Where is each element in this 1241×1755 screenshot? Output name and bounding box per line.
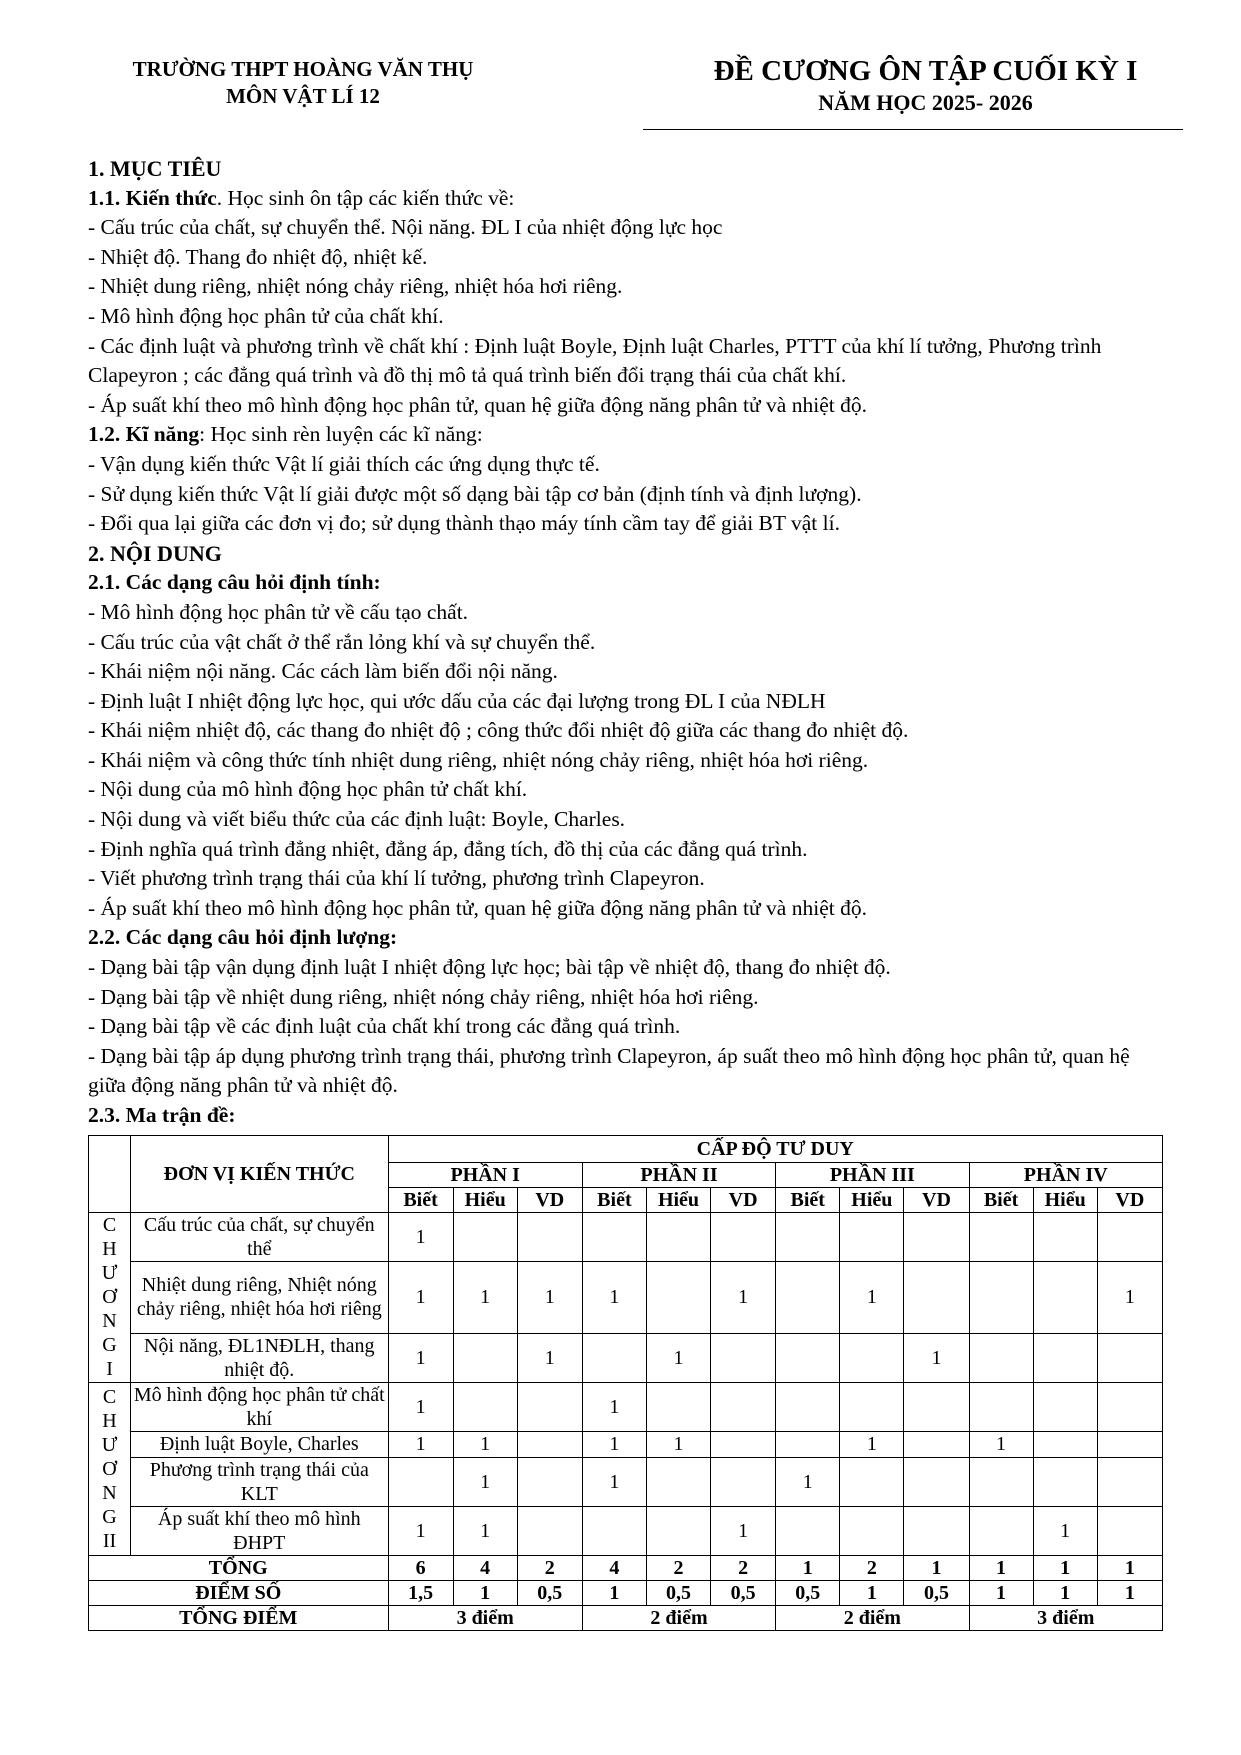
qualitative-item: - Nội dung và viết biểu thức của các định luật: Boyle, Charles. [88,807,626,832]
part-header: PHẦN II [582,1162,775,1187]
grand-total-label: TỔNG ĐIỂM [89,1605,389,1630]
matrix-cell [517,1457,582,1506]
chapter-letter: G [102,1505,117,1528]
matrix-cell [582,1333,646,1382]
qualitative-item: - Khái niệm nhiệt độ, các thang đo nhiệt độ ; công thức đổi nhiệt độ giữa các thang đo nhiệt độ. [88,718,909,743]
matrix-cell [1033,1212,1097,1261]
matrix-cell: 1 [582,1457,646,1506]
matrix-cell [517,1431,582,1457]
score-label: ĐIỂM SỐ [89,1580,389,1605]
score-cell: 1,5 [388,1580,453,1605]
quantitative-item: - Dạng bài tập về các định luật của chất khí trong các đẳng quá trình. [88,1014,681,1039]
chapter-letter: N [102,1481,117,1504]
matrix-cell [1033,1431,1097,1457]
matrix-cell [711,1333,776,1382]
part-header: PHẦN III [776,1162,969,1187]
matrix-cell [969,1457,1033,1506]
knowledge-unit: Mô hình động học phân tử chất khí [131,1382,388,1431]
section-1-heading: 1. MỤC TIÊU [88,156,222,181]
score-cell: 0,5 [776,1580,840,1605]
knowledge-unit: Áp suất khí theo mô hình ĐHPT [131,1506,388,1555]
chapter-letter: G [102,1334,117,1357]
total-cell: 2 [646,1555,710,1580]
total-row [89,1555,1163,1580]
matrix-cell [711,1212,776,1261]
grand-total-cell: 3 điểm [969,1605,1163,1630]
school-block [88,56,518,110]
score-cell: 1 [453,1580,517,1605]
level-subheader: Biết [582,1187,646,1212]
document-header [88,52,1168,132]
level-subheader: Hiểu [1033,1187,1097,1212]
qualitative-item: - Khái niệm nội năng. Các cách làm biến đổi nội năng. [88,659,558,684]
matrix-cell [1033,1261,1097,1333]
matrix-cell [1097,1431,1162,1457]
matrix-cell: 1 [453,1506,517,1555]
matrix-row [89,1431,1163,1457]
total-cell: 1 [904,1555,969,1580]
score-cell: 1 [969,1580,1033,1605]
qualitative-item: - Định nghĩa quá trình đẳng nhiệt, đẳng áp, đẳng tích, đồ thị của các đẳng quá trình. [88,836,808,861]
matrix-cell [517,1382,582,1431]
qualitative-item: - Khái niệm và công thức tính nhiệt dung riêng, nhiệt nóng chảy riêng, nhiệt hóa hơi riêng. [88,747,869,772]
matrix-cell: 1 [453,1261,517,1333]
score-row [89,1580,1163,1605]
knowledge-item: - Áp suất khí theo mô hình động học phân tử, quan hệ giữa động năng phân tử và nhiệt độ. [88,392,867,417]
skill-item: - Đổi qua lại giữa các đơn vị đo; sử dụng thành thạo máy tính cầm tay để giải BT vật lí. [88,511,840,536]
knowledge-intro-text: . Học sinh ôn tập các kiến thức về: [216,185,515,210]
knowledge-item: - Các định luật và phương trình về chất khí : Định luật Boyle, Định luật Charles, PTTT của khí lí tưởng, Phương trình Clapeyron ; các đẳng quá trình và đồ thị mô tả quá trình biến đổi trạng thái của chất khí. [88,333,1102,388]
matrix-cell [646,1382,710,1431]
knowledge-unit: Nội năng, ĐL1NĐLH, thang nhiệt độ. [131,1333,388,1382]
matrix-cell [1097,1457,1162,1506]
score-cell: 0,5 [646,1580,710,1605]
chapter-letter: H [102,1409,117,1432]
matrix-cell: 1 [453,1457,517,1506]
matrix-cell: 1 [388,1382,453,1431]
knowledge-item: - Cấu trúc của chất, sự chuyển thể. Nội năng. ĐL I của nhiệt động lực học [88,215,723,240]
chapter-letter: Ơ [102,1286,117,1309]
section-2-heading: 2. NỘI DUNG [88,540,222,566]
matrix-cell [840,1333,904,1382]
matrix-cell [840,1457,904,1506]
matrix-cell [840,1506,904,1555]
knowledge-unit: Phương trình trạng thái của KLT [131,1457,388,1506]
score-cell: 1 [1097,1580,1162,1605]
skills-intro-text: : Học sinh rèn luyện các kĩ năng: [199,422,483,447]
level-subheader: Hiểu [646,1187,710,1212]
level-subheader: Hiểu [453,1187,517,1212]
matrix-cell [711,1457,776,1506]
matrix-cell: 1 [388,1431,453,1457]
score-cell: 0,5 [904,1580,969,1605]
grand-total-cell: 2 điểm [776,1605,969,1630]
knowledge-item: - Nhiệt dung riêng, nhiệt nóng chảy riêng, nhiệt hóa hơi riêng. [88,274,623,299]
matrix-cell [517,1212,582,1261]
chapter-letter: II [102,1529,117,1552]
matrix-cell [840,1212,904,1261]
chapter-letter: Ơ [102,1457,117,1480]
matrix-cell: 1 [646,1431,710,1457]
matrix-cell: 1 [840,1261,904,1333]
subject-name: MÔN VẬT LÍ 12 [226,84,380,108]
chapter-letter: I [106,1358,113,1381]
qualitative-item: - Mô hình động học phân tử về cấu tạo chất. [88,599,469,624]
matrix-cell [1097,1333,1162,1382]
qualitative-heading: 2.1. Các dạng câu hỏi định tính: [88,570,381,595]
grand-total-cell: 2 điểm [582,1605,775,1630]
matrix-row [89,1333,1163,1382]
matrix-cell [711,1382,776,1431]
total-cell: 4 [453,1555,517,1580]
matrix-cell [904,1382,969,1431]
matrix-cell [1033,1333,1097,1382]
total-cell: 1 [1033,1555,1097,1580]
knowledge-unit: Nhiệt dung riêng, Nhiệt nóng chảy riêng, nhiệt hóa hơi riêng [131,1261,388,1333]
matrix-cell: 1 [388,1506,453,1555]
matrix-cell [904,1431,969,1457]
chapter-letter: Ư [101,1262,118,1285]
matrix-cell [904,1457,969,1506]
quantitative-item: - Dạng bài tập về nhiệt dung riêng, nhiệt nóng chảy riêng, nhiệt hóa hơi riêng. [88,984,759,1009]
level-subheader: VD [1097,1187,1162,1212]
skill-item: - Vận dụng kiến thức Vật lí giải thích các ứng dụng thực tế. [88,451,600,476]
matrix-row [89,1457,1163,1506]
matrix-cell: 1 [904,1333,969,1382]
exam-matrix-table [88,1135,1163,1631]
unit-header: ĐƠN VỊ KIẾN THỨC [131,1135,388,1212]
matrix-cell [969,1261,1033,1333]
knowledge-item: - Mô hình động học phân tử của chất khí. [88,303,444,328]
chapter-label [89,1212,131,1382]
matrix-cell [582,1212,646,1261]
total-cell: 2 [711,1555,776,1580]
chapter-letter: Ư [101,1433,118,1456]
quantitative-heading: 2.2. Các dạng câu hỏi định lượng: [88,925,398,950]
qualitative-item: - Viết phương trình trạng thái của khí lí tưởng, phương trình Clapeyron. [88,866,705,891]
matrix-cell: 1 [388,1212,453,1261]
level-subheader: VD [904,1187,969,1212]
grand-total-cell: 3 điểm [388,1605,582,1630]
qualitative-item: - Nội dung của mô hình động học phân tử chất khí. [88,777,528,802]
matrix-cell [840,1382,904,1431]
matrix-cell [904,1261,969,1333]
matrix-cell: 1 [582,1431,646,1457]
matrix-cell [904,1506,969,1555]
matrix-cell: 1 [517,1333,582,1382]
score-cell: 0,5 [517,1580,582,1605]
matrix-cell [969,1212,1033,1261]
matrix-cell [517,1506,582,1555]
school-name: TRƯỜNG THPT HOÀNG VĂN THỤ [132,57,474,81]
level-header: CẤP ĐỘ TƯ DUY [388,1135,1162,1162]
matrix-cell [776,1506,840,1555]
matrix-cell [776,1431,840,1457]
matrix-cell: 1 [711,1261,776,1333]
chapter-letter: C [102,1214,117,1237]
chapter-letter: N [102,1310,117,1333]
school-year: NĂM HỌC 2025- 2026 [818,90,1033,115]
matrix-cell [646,1212,710,1261]
matrix-cell [776,1261,840,1333]
score-cell: 1 [840,1580,904,1605]
score-cell: 1 [1033,1580,1097,1605]
total-cell: 2 [840,1555,904,1580]
matrix-cell [1097,1382,1162,1431]
matrix-cell: 1 [582,1261,646,1333]
matrix-cell [388,1457,453,1506]
total-cell: 2 [517,1555,582,1580]
total-label: TỔNG [89,1555,389,1580]
matrix-row [89,1382,1163,1431]
matrix-cell [646,1457,710,1506]
document-page [88,52,1168,1631]
header-rule [643,129,1183,130]
matrix-row [89,1212,1163,1261]
matrix-heading: 2.3. Ma trận đề: [88,1103,236,1127]
total-cell: 1 [776,1555,840,1580]
score-cell: 0,5 [711,1580,776,1605]
matrix-cell: 1 [646,1333,710,1382]
matrix-cell [1033,1382,1097,1431]
document-body [88,154,1168,1131]
matrix-cell [1097,1212,1162,1261]
document-title: ĐỀ CƯƠNG ÔN TẬP CUỐI KỲ I [713,55,1138,87]
matrix-cell [582,1506,646,1555]
knowledge-unit: Định luật Boyle, Charles [131,1431,388,1457]
matrix-cell: 1 [388,1333,453,1382]
matrix-cell: 1 [453,1431,517,1457]
total-cell: 1 [1097,1555,1162,1580]
part-header: PHẦN IV [969,1162,1163,1187]
corner-cell [89,1135,131,1212]
matrix-cell: 1 [388,1261,453,1333]
matrix-cell: 1 [1033,1506,1097,1555]
knowledge-unit: Cấu trúc của chất, sự chuyển thể [131,1212,388,1261]
skills-intro [88,420,1168,450]
qualitative-item: - Cấu trúc của vật chất ở thể rắn lỏng khí và sự chuyển thể. [88,629,596,654]
grand-total-row [89,1605,1163,1630]
matrix-cell [646,1261,710,1333]
matrix-cell [904,1212,969,1261]
level-subheader: VD [711,1187,776,1212]
level-subheader: Biết [388,1187,453,1212]
matrix-cell [969,1333,1033,1382]
matrix-cell [646,1506,710,1555]
skill-item: - Sử dụng kiến thức Vật lí giải được một số dạng bài tập cơ bản (định tính và định lượng). [88,481,862,506]
matrix-row [89,1506,1163,1555]
knowledge-item: - Nhiệt độ. Thang đo nhiệt độ, nhiệt kế. [88,244,428,269]
skills-label: 1.2. Kĩ năng [88,422,200,447]
matrix-cell: 1 [711,1506,776,1555]
total-cell: 4 [582,1555,646,1580]
matrix-cell: 1 [1097,1261,1162,1333]
level-subheader: Hiểu [840,1187,904,1212]
matrix-cell [453,1382,517,1431]
matrix-cell: 1 [582,1382,646,1431]
quantitative-item: - Dạng bài tập vận dụng định luật I nhiệt động lực học; bài tập về nhiệt độ, thang đo nhiệt độ. [88,955,891,980]
score-cell: 1 [582,1580,646,1605]
knowledge-intro [88,184,1168,214]
matrix-cell [776,1212,840,1261]
matrix-row [89,1261,1163,1333]
qualitative-item: - Áp suất khí theo mô hình động học phân tử, quan hệ giữa động năng phân tử và nhiệt độ. [88,895,867,920]
level-subheader: Biết [776,1187,840,1212]
level-subheader: Biết [969,1187,1033,1212]
chapter-letter: H [102,1238,117,1261]
matrix-cell [969,1382,1033,1431]
total-cell: 6 [388,1555,453,1580]
matrix-cell [776,1333,840,1382]
matrix-cell: 1 [969,1431,1033,1457]
level-subheader: VD [517,1187,582,1212]
matrix-cell: 1 [517,1261,582,1333]
matrix-cell [711,1431,776,1457]
matrix-cell [453,1212,517,1261]
matrix-cell: 1 [776,1457,840,1506]
matrix-cell [1033,1457,1097,1506]
matrix-cell: 1 [840,1431,904,1457]
quantitative-item: - Dạng bài tập áp dụng phương trình trạng thái, phương trình Clapeyron, áp suất theo mô hình động học phân tử, quan hệ giữa động năng phân tử và nhiệt độ. [88,1043,1130,1098]
matrix-cell [969,1506,1033,1555]
matrix-cell [1097,1506,1162,1555]
total-cell: 1 [969,1555,1033,1580]
chapter-letter: C [102,1385,117,1408]
matrix-cell [453,1333,517,1382]
matrix-cell [776,1382,840,1431]
qualitative-item: - Định luật I nhiệt động lực học, qui ước dấu của các đại lượng trong ĐL I của NĐLH [88,688,826,713]
chapter-label [89,1382,131,1555]
title-block [643,54,1208,118]
knowledge-label: 1.1. Kiến thức [88,185,217,210]
part-header: PHẦN I [388,1162,582,1187]
